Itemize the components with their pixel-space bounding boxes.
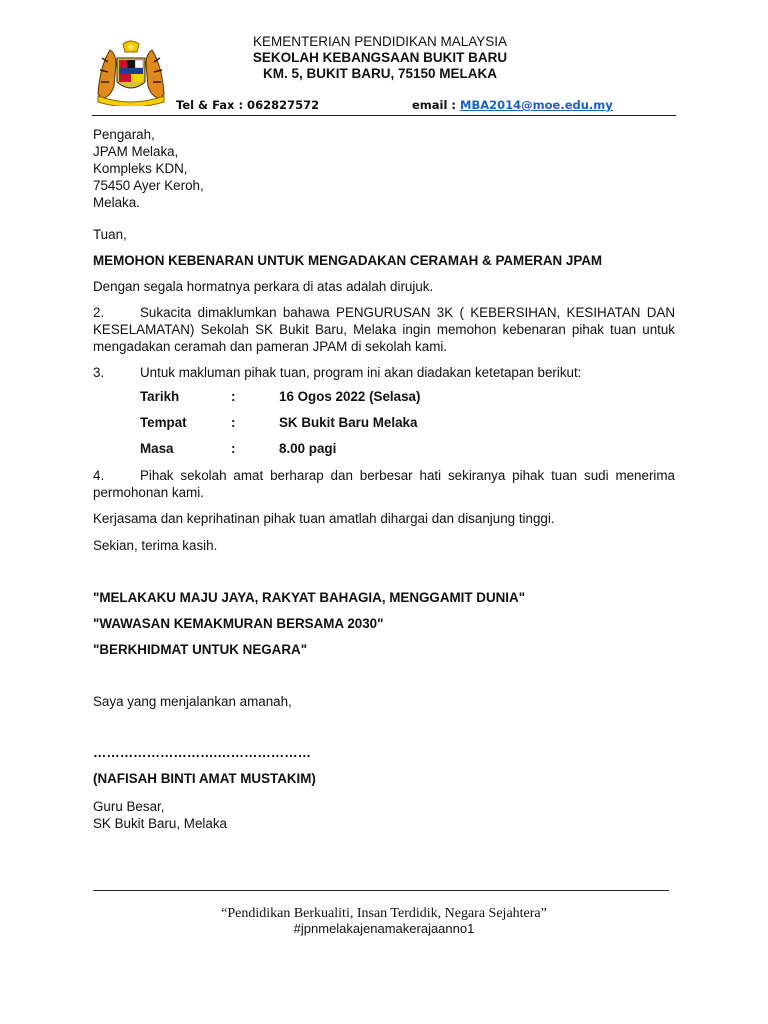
paragraph-2 xyxy=(93,304,675,355)
signer-title-line-1: Guru Besar, xyxy=(93,799,165,814)
closing: Sekian, terima kasih. xyxy=(93,538,218,553)
paragraph-3 xyxy=(93,364,581,381)
paragraph-4-number: 4. xyxy=(93,468,105,483)
recipient-line-5: Melaka. xyxy=(93,195,140,210)
detail-label-time: Masa xyxy=(140,441,174,456)
paragraph-3-text: Untuk makluman pihak tuan, program ini akan diadakan ketetapan berikut: xyxy=(140,365,582,380)
email-link[interactable]: MBA2014@moe.edu.my xyxy=(460,98,613,112)
footer-motto: “Pendidikan Berkualiti, Insan Terdidik, Negara Sejahtera” xyxy=(221,906,547,921)
signer-name: (NAFISAH BINTI AMAT MUSTAKIM) xyxy=(93,771,316,786)
paragraph-5: Kerjasama dan keprihatinan pihak tuan amatlah dihargai dan disanjung tinggi. xyxy=(93,511,555,526)
recipient-line-3: Kompleks KDN, xyxy=(93,161,188,176)
paragraph-1: Dengan segala hormatnya perkara di atas adalah dirujuk. xyxy=(93,279,434,294)
slogan-1: "MELAKAKU MAJU JAYA, RAKYAT BAHAGIA, MENGGAMIT DUNIA" xyxy=(93,590,526,605)
coat-of-arms-icon xyxy=(92,36,170,106)
letter-subject: MEMOHON KEBENARAN UNTUK MENGADAKAN CERAMAH & PAMERAN JPAM xyxy=(93,253,603,268)
paragraph-2-number: 2. xyxy=(93,305,105,320)
detail-value-time: 8.00 pagi xyxy=(279,441,337,456)
footer-divider xyxy=(93,890,669,891)
slogan-2: "WAWASAN KEMAKMURAN BERSAMA 2030" xyxy=(93,616,384,631)
email-label: email : xyxy=(412,98,461,112)
paragraph-4-text: Pihak sekolah amat berharap dan berbesar hati sekiranya pihak tuan sudi menerima permohonan kami. xyxy=(93,468,675,500)
school-name: SEKOLAH KEBANGSAAN BUKIT BARU xyxy=(252,50,508,65)
signature-line: ……………………….………………… xyxy=(93,745,311,760)
school-address: KM. 5, BUKIT BARU, 75150 MELAKA xyxy=(262,66,498,81)
ministry-name: KEMENTERIAN PENDIDIKAN MALAYSIA xyxy=(252,34,508,49)
email-line xyxy=(412,98,613,112)
footer-hashtag: #jpnmelakajenamakerajaanno1 xyxy=(293,921,475,936)
trust-line: Saya yang menjalankan amanah, xyxy=(93,694,292,709)
paragraph-2-text: Sukacita dimaklumkan bahawa PENGURUSAN 3K ( KEBERSIHAN, KESIHATAN DAN KESELAMATAN) Sekolah SK Bukit Baru, Melaka ingin memohon kebenaran pihak tuan untuk mengadakan ceramah dan pameran JPAM di sekolah kami. xyxy=(93,305,675,354)
paragraph-4 xyxy=(93,467,675,501)
paragraph-3-number: 3. xyxy=(93,365,105,380)
detail-sep-date: : xyxy=(231,389,236,404)
slogan-3: "BERKHIDMAT UNTUK NEGARA" xyxy=(93,642,308,657)
header-divider xyxy=(92,115,676,116)
detail-sep-place: : xyxy=(231,415,236,430)
signer-title-line-2: SK Bukit Baru, Melaka xyxy=(93,816,227,831)
detail-label-place: Tempat xyxy=(140,415,187,430)
salutation: Tuan, xyxy=(93,227,127,242)
recipient-line-4: 75450 Ayer Keroh, xyxy=(93,178,204,193)
detail-sep-time: : xyxy=(231,441,236,456)
detail-label-date: Tarikh xyxy=(140,389,180,404)
detail-value-date: 16 Ogos 2022 (Selasa) xyxy=(279,389,421,404)
tel-fax: Tel & Fax : 062827572 xyxy=(176,98,320,112)
recipient-line-1: Pengarah, xyxy=(93,127,155,142)
detail-value-place: SK Bukit Baru Melaka xyxy=(279,415,418,430)
recipient-line-2: JPAM Melaka, xyxy=(93,144,179,159)
